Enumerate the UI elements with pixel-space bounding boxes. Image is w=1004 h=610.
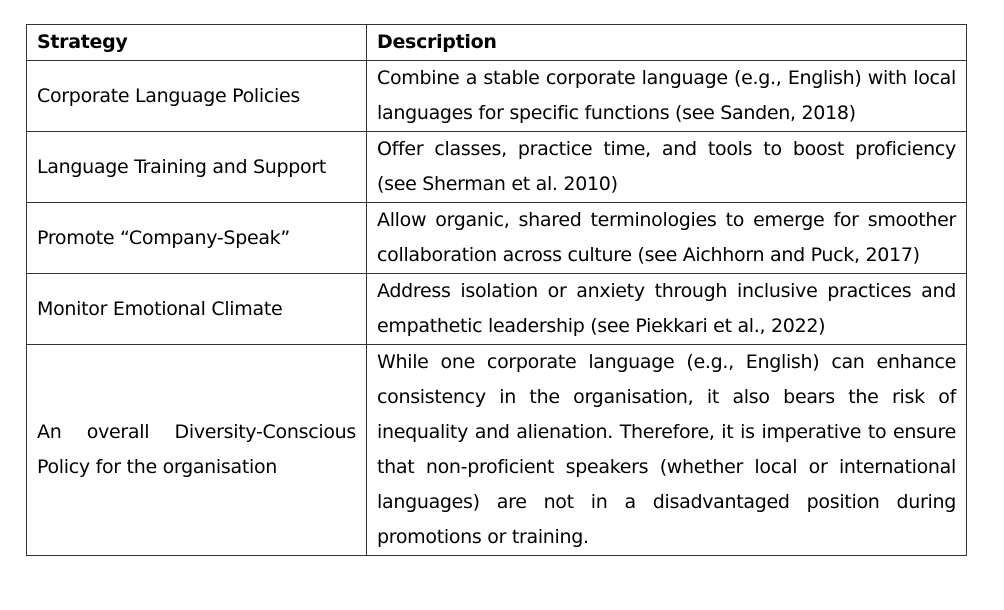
table-row	[27, 61, 967, 132]
description-cell: Allow organic, shared terminologies to emerge for smoother collaboration across culture (see Aichhorn and Puck, 2017)	[367, 203, 967, 274]
table-row	[27, 203, 967, 274]
strategy-cell: Corporate Language Policies	[27, 61, 367, 132]
description-cell: Address isolation or anxiety through inclusive practices and empathetic leadership (see Piekkari et al., 2022)	[367, 274, 967, 345]
table-row	[27, 345, 967, 556]
strategy-cell: Language Training and Support	[27, 132, 367, 203]
strategy-table	[26, 24, 967, 556]
table-row	[27, 132, 967, 203]
header-description: Description	[367, 25, 967, 61]
strategy-cell: Promote “Company-Speak”	[27, 203, 367, 274]
description-cell: While one corporate language (e.g., English) can enhance consistency in the organisation, it also bears the risk of inequality and alienation. Therefore, it is imperative to ensure that non-proficient speakers (whether local or international languages) are not in a disadvantaged position during promotions or training.	[367, 345, 967, 556]
description-cell: Offer classes, practice time, and tools to boost proficiency (see Sherman et al. 2010)	[367, 132, 967, 203]
table-header-row	[27, 25, 967, 61]
description-cell: Combine a stable corporate language (e.g., English) with local languages for specific functions (see Sanden, 2018)	[367, 61, 967, 132]
strategy-cell: Monitor Emotional Climate	[27, 274, 367, 345]
table-row	[27, 274, 967, 345]
strategy-cell: An overall Diversity-Conscious Policy for the organisation	[27, 345, 367, 556]
header-strategy: Strategy	[27, 25, 367, 61]
